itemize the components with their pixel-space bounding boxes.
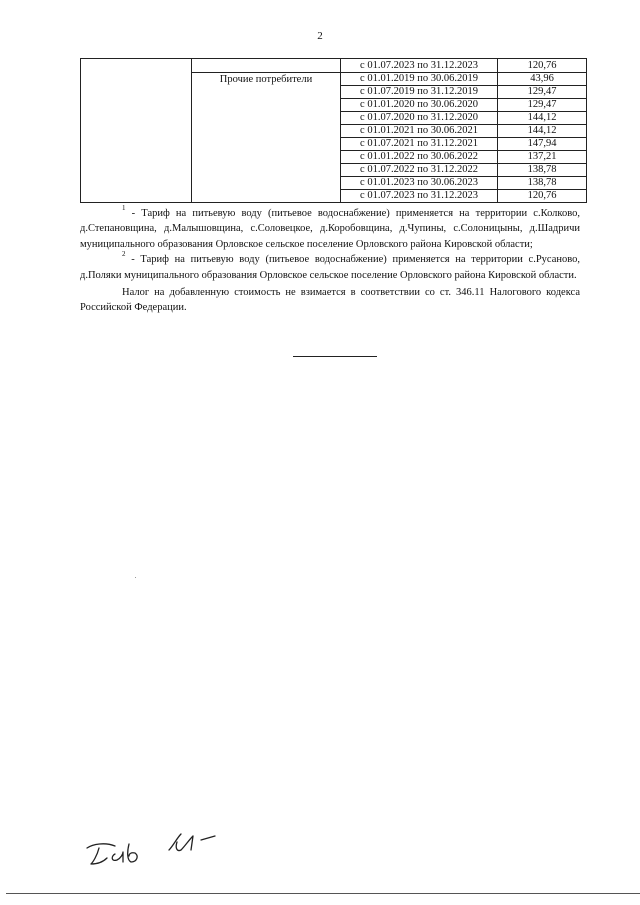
tariff-value-cell: 138,78	[498, 177, 587, 190]
footnote-2-marker: 2	[122, 250, 126, 259]
tariff-value-cell: 138,78	[498, 164, 587, 177]
period-cell: с 01.07.2023 по 31.12.2023	[341, 59, 498, 73]
signature-left	[87, 844, 137, 864]
tariff-value-cell: 144,12	[498, 112, 587, 125]
consumer-cell	[192, 59, 341, 73]
page-number: 2	[317, 30, 323, 42]
bottom-edge-line	[6, 893, 640, 894]
period-cell: с 01.01.2023 по 30.06.2023	[341, 177, 498, 190]
period-cell: с 01.07.2020 по 31.12.2020	[341, 112, 498, 125]
tariff-value-cell: 144,12	[498, 125, 587, 138]
footnote-1	[80, 206, 580, 252]
tariff-table-body	[81, 59, 587, 203]
tariff-value-cell: 120,76	[498, 190, 587, 203]
signature-right	[169, 834, 215, 851]
period-cell: с 01.07.2022 по 31.12.2022	[341, 164, 498, 177]
tariff-value-cell: 129,47	[498, 99, 587, 112]
closing-rule	[293, 356, 377, 357]
scan-speck	[135, 577, 136, 578]
tariff-value-cell: 129,47	[498, 86, 587, 99]
period-cell: с 01.07.2019 по 31.12.2019	[341, 86, 498, 99]
table-row	[81, 59, 587, 73]
tariff-value-cell: 147,94	[498, 138, 587, 151]
tariff-value-cell: 43,96	[498, 73, 587, 86]
consumer-cell: Прочие потребители	[192, 73, 341, 203]
handwritten-signatures	[85, 820, 245, 880]
footnote-2-text: - Тариф на питьевую воду (питьевое водоснабжение) применяется на территории с.Русаново, д.Поляки муниципального образования Орловское сельское поселение Орловского района Кировской области.	[80, 254, 580, 281]
vat-note: Налог на добавленную стоимость не взимается в соответствии со ст. 346.11 Налогового кодекса Российской Федерации.	[80, 287, 580, 314]
period-cell: с 01.01.2021 по 30.06.2021	[341, 125, 498, 138]
category-cell	[81, 59, 192, 203]
footnote-1-text: - Тариф на питьевую воду (питьевое водоснабжение) применяется на территории с.Колково, д.Степановщина, д.Малышовщина, с.Соловецкое, д.Коробовщина, д.Чупины, с.Солоницыны, д.Шадричи муниципального образования Орловское сельское поселение Орловского района Кировской области;	[80, 208, 580, 250]
footnote-2	[80, 252, 580, 283]
tariff-value-cell: 120,76	[498, 59, 587, 73]
period-cell: с 01.01.2019 по 30.06.2019	[341, 73, 498, 86]
signatures	[85, 820, 245, 885]
tariff-table	[80, 58, 587, 203]
footnote-1-marker: 1	[122, 204, 126, 212]
tariff-value-cell: 137,21	[498, 151, 587, 164]
period-cell: с 01.07.2021 по 31.12.2021	[341, 138, 498, 151]
period-cell: с 01.07.2023 по 31.12.2023	[341, 190, 498, 203]
footnotes	[80, 206, 580, 316]
period-cell: с 01.01.2020 по 30.06.2020	[341, 99, 498, 112]
period-cell: с 01.01.2022 по 30.06.2022	[341, 151, 498, 164]
